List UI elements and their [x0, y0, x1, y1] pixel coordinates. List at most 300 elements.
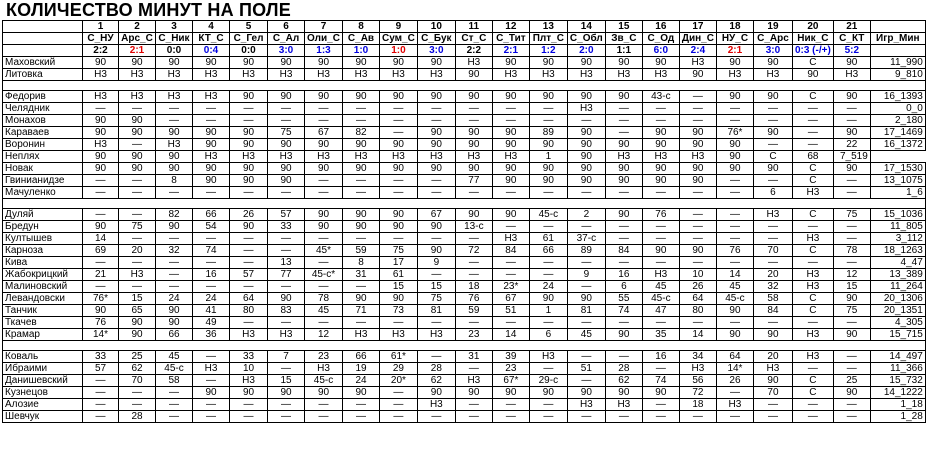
- minutes-cell: —: [230, 245, 268, 257]
- column-opponent: С_Обл: [567, 33, 605, 45]
- minutes-cell: —: [343, 233, 380, 245]
- minutes-cell: —: [792, 257, 833, 269]
- player-name: Бредун: [3, 221, 83, 233]
- minutes-cell: —: [567, 375, 605, 387]
- player-total: 11_990: [870, 57, 925, 69]
- minutes-cell: 10: [679, 269, 716, 281]
- header-corner-cell: [3, 21, 83, 33]
- minutes-cell: 45-с*: [305, 269, 343, 281]
- minutes-cell: Н3: [753, 363, 792, 375]
- minutes-cell: —: [193, 399, 230, 411]
- minutes-cell: 36: [193, 329, 230, 341]
- player-name: Монахов: [3, 115, 83, 127]
- minutes-cell: —: [529, 317, 567, 329]
- minutes-cell: —: [305, 257, 343, 269]
- player-name: Челядник: [3, 103, 83, 115]
- minutes-cell: 64: [679, 293, 716, 305]
- minutes-cell: 75: [380, 245, 418, 257]
- minutes-cell: —: [605, 411, 642, 423]
- minutes-cell: 15: [119, 293, 156, 305]
- minutes-cell: Н3: [230, 329, 268, 341]
- minutes-cell: —: [193, 375, 230, 387]
- minutes-cell: Н3: [83, 91, 119, 103]
- minutes-cell: 90: [83, 151, 119, 163]
- minutes-cell: 90: [119, 115, 156, 127]
- minutes-cell: 90: [833, 91, 870, 103]
- minutes-cell: 90: [753, 91, 792, 103]
- minutes-cell: Н3: [268, 151, 305, 163]
- minutes-cell: 90: [529, 139, 567, 151]
- minutes-cell: —: [380, 175, 418, 187]
- minutes-cell: 80: [679, 305, 716, 317]
- minutes-cell: 28: [605, 363, 642, 375]
- player-total: 18_1263: [870, 245, 925, 257]
- minutes-cell: —: [230, 317, 268, 329]
- column-number: 14: [567, 21, 605, 33]
- minutes-cell: —: [230, 103, 268, 115]
- minutes-cell: 90: [455, 91, 492, 103]
- minutes-cell: 90: [455, 139, 492, 151]
- minutes-cell: 90: [833, 163, 870, 175]
- header-number-row: [3, 21, 926, 33]
- player-name: Дуляй: [3, 209, 83, 221]
- minutes-cell: 15: [833, 281, 870, 293]
- minutes-cell: 90: [156, 151, 193, 163]
- player-total: 1_28: [870, 411, 925, 423]
- minutes-cell: —: [792, 399, 833, 411]
- minutes-cell: —: [83, 411, 119, 423]
- minutes-cell: —: [567, 317, 605, 329]
- minutes-cell: —: [642, 399, 679, 411]
- minutes-cell: 45-с: [156, 363, 193, 375]
- minutes-cell: 90: [716, 151, 753, 163]
- player-row: [3, 209, 926, 221]
- minutes-cell: 74: [605, 305, 642, 317]
- minutes-cell: Н3: [193, 363, 230, 375]
- column-score: 1:2: [529, 45, 567, 57]
- column-score: 6:0: [642, 45, 679, 57]
- minutes-cell: —: [455, 257, 492, 269]
- minutes-cell: —: [268, 115, 305, 127]
- minutes-cell: —: [642, 103, 679, 115]
- player-name: Жабокрицкий: [3, 269, 83, 281]
- minutes-cell: —: [119, 257, 156, 269]
- minutes-cell: 14: [679, 329, 716, 341]
- player-row: [3, 257, 926, 269]
- minutes-cell: 37-с: [567, 233, 605, 245]
- minutes-cell: 25: [119, 351, 156, 363]
- minutes-cell: —: [455, 187, 492, 199]
- minutes-cell: 90: [492, 387, 529, 399]
- column-number: 9: [380, 21, 418, 33]
- minutes-cell: —: [83, 399, 119, 411]
- minutes-cell: 45: [305, 305, 343, 317]
- minutes-cell: Н3: [642, 69, 679, 81]
- minutes-cell: Н3: [679, 57, 716, 69]
- minutes-cell: 90: [642, 139, 679, 151]
- minutes-cell: —: [753, 175, 792, 187]
- minutes-cell: 90: [83, 305, 119, 317]
- minutes-table: [2, 20, 926, 423]
- column-number: 13: [529, 21, 567, 33]
- player-name: Федорив: [3, 91, 83, 103]
- minutes-cell: —: [716, 209, 753, 221]
- minutes-cell: 33: [268, 221, 305, 233]
- minutes-cell: 90: [193, 387, 230, 399]
- minutes-cell: 90: [605, 387, 642, 399]
- minutes-cell: 90: [156, 305, 193, 317]
- minutes-cell: Н3: [343, 329, 380, 341]
- minutes-cell: —: [417, 269, 455, 281]
- minutes-cell: 90: [230, 387, 268, 399]
- minutes-cell: —: [567, 221, 605, 233]
- minutes-cell: 33: [230, 351, 268, 363]
- minutes-cell: —: [417, 233, 455, 245]
- minutes-cell: 18: [679, 399, 716, 411]
- minutes-cell: —: [417, 175, 455, 187]
- minutes-cell: —: [119, 103, 156, 115]
- minutes-cell: —: [119, 209, 156, 221]
- minutes-cell: —: [156, 269, 193, 281]
- minutes-cell: 1: [529, 151, 567, 163]
- player-total: 13_389: [870, 269, 925, 281]
- minutes-cell: —: [380, 127, 418, 139]
- minutes-cell: —: [833, 317, 870, 329]
- minutes-cell: 89: [567, 245, 605, 257]
- minutes-cell: —: [492, 399, 529, 411]
- minutes-cell: 90: [679, 127, 716, 139]
- minutes-cell: 61: [380, 269, 418, 281]
- minutes-cell: —: [455, 269, 492, 281]
- minutes-cell: Н3: [230, 151, 268, 163]
- minutes-cell: —: [230, 187, 268, 199]
- minutes-cell: 66: [529, 245, 567, 257]
- minutes-cell: 76: [642, 209, 679, 221]
- player-row: [3, 187, 926, 199]
- minutes-cell: 6: [753, 187, 792, 199]
- minutes-cell: —: [380, 103, 418, 115]
- minutes-cell: 90: [230, 163, 268, 175]
- minutes-cell: 90: [343, 209, 380, 221]
- minutes-cell: 90: [119, 151, 156, 163]
- player-total: 14_497: [870, 351, 925, 363]
- column-opponent: Ст_С: [455, 33, 492, 45]
- minutes-cell: 76*: [83, 293, 119, 305]
- column-score: 1:3: [305, 45, 343, 57]
- minutes-cell: —: [753, 103, 792, 115]
- minutes-cell: Н3: [380, 69, 418, 81]
- minutes-cell: —: [492, 187, 529, 199]
- player-name: Левандовски: [3, 293, 83, 305]
- minutes-cell: 90: [83, 221, 119, 233]
- minutes-cell: Н3: [567, 69, 605, 81]
- minutes-cell: 90: [119, 163, 156, 175]
- minutes-cell: 16: [605, 269, 642, 281]
- minutes-cell: —: [305, 187, 343, 199]
- player-total: 17_1530: [870, 163, 925, 175]
- minutes-cell: —: [605, 127, 642, 139]
- minutes-cell: —: [230, 411, 268, 423]
- minutes-cell: —: [156, 399, 193, 411]
- minutes-cell: —: [529, 269, 567, 281]
- minutes-cell: —: [716, 387, 753, 399]
- minutes-cell: 90: [642, 163, 679, 175]
- minutes-cell: 90: [193, 57, 230, 69]
- minutes-cell: Н3: [455, 57, 492, 69]
- minutes-cell: —: [833, 363, 870, 375]
- minutes-cell: —: [679, 187, 716, 199]
- player-total: 9_810: [870, 69, 925, 81]
- column-number: 15: [605, 21, 642, 33]
- minutes-cell: —: [492, 115, 529, 127]
- minutes-cell: Н3: [753, 209, 792, 221]
- minutes-cell: 90: [268, 387, 305, 399]
- minutes-cell: —: [230, 281, 268, 293]
- player-row: [3, 127, 926, 139]
- minutes-cell: —: [343, 317, 380, 329]
- minutes-cell: 24: [343, 375, 380, 387]
- minutes-cell: 74: [193, 245, 230, 257]
- minutes-cell: 90: [343, 163, 380, 175]
- minutes-cell: —: [642, 233, 679, 245]
- minutes-cell: 90: [833, 387, 870, 399]
- minutes-cell: —: [268, 187, 305, 199]
- minutes-cell: 90: [83, 127, 119, 139]
- column-opponent: С_Тит: [492, 33, 529, 45]
- column-number: 20: [792, 21, 833, 33]
- minutes-cell: 90: [753, 375, 792, 387]
- player-name: Ибраими: [3, 363, 83, 375]
- minutes-cell: 26: [679, 281, 716, 293]
- minutes-cell: —: [492, 221, 529, 233]
- minutes-cell: —: [193, 281, 230, 293]
- minutes-cell: 90: [716, 139, 753, 151]
- column-opponent: Оли_С: [305, 33, 343, 45]
- minutes-cell: —: [343, 187, 380, 199]
- minutes-cell: —: [119, 139, 156, 151]
- minutes-cell: —: [679, 317, 716, 329]
- minutes-cell: 64: [716, 351, 753, 363]
- player-name: Воронин: [3, 139, 83, 151]
- minutes-cell: —: [492, 317, 529, 329]
- minutes-cell: 90: [567, 151, 605, 163]
- minutes-cell: 90: [567, 293, 605, 305]
- minutes-cell: 29: [380, 363, 418, 375]
- player-total: 11_366: [870, 363, 925, 375]
- minutes-cell: —: [567, 257, 605, 269]
- minutes-cell: 90: [156, 163, 193, 175]
- minutes-cell: 81: [417, 305, 455, 317]
- minutes-cell: 8: [343, 257, 380, 269]
- minutes-cell: —: [605, 233, 642, 245]
- minutes-cell: 90: [268, 175, 305, 187]
- player-row: [3, 245, 926, 257]
- minutes-cell: —: [567, 115, 605, 127]
- column-opponent: Ник_С: [792, 33, 833, 45]
- minutes-cell: 26: [230, 209, 268, 221]
- minutes-cell: 90: [716, 163, 753, 175]
- minutes-cell: 72: [679, 387, 716, 399]
- column-score: 3:0: [753, 45, 792, 57]
- column-number: 19: [753, 21, 792, 33]
- minutes-cell: 90: [492, 91, 529, 103]
- minutes-cell: 57: [268, 209, 305, 221]
- minutes-cell: 15: [268, 375, 305, 387]
- minutes-cell: 90: [753, 163, 792, 175]
- minutes-cell: —: [230, 115, 268, 127]
- minutes-cell: —: [605, 187, 642, 199]
- minutes-cell: —: [193, 351, 230, 363]
- minutes-cell: 90: [716, 57, 753, 69]
- minutes-cell: —: [679, 257, 716, 269]
- column-score: 1:0: [380, 45, 418, 57]
- minutes-cell: —: [156, 187, 193, 199]
- minutes-cell: Н3: [642, 269, 679, 281]
- minutes-cell: 90: [642, 245, 679, 257]
- header-total-blank: [870, 45, 925, 57]
- minutes-cell: 90: [380, 91, 418, 103]
- minutes-cell: —: [83, 281, 119, 293]
- minutes-cell: Н3: [792, 281, 833, 293]
- minutes-cell: Н3: [119, 91, 156, 103]
- minutes-cell: —: [268, 245, 305, 257]
- minutes-cell: 23: [492, 363, 529, 375]
- minutes-cell: 90: [679, 139, 716, 151]
- minutes-cell: 41: [193, 305, 230, 317]
- minutes-cell: 90: [567, 57, 605, 69]
- minutes-cell: 59: [343, 245, 380, 257]
- minutes-cell: 90: [833, 57, 870, 69]
- player-total: 7_519: [833, 151, 870, 163]
- minutes-cell: —: [605, 317, 642, 329]
- minutes-cell: —: [305, 115, 343, 127]
- player-total: 2_180: [870, 115, 925, 127]
- minutes-cell: —: [343, 411, 380, 423]
- minutes-cell: —: [833, 411, 870, 423]
- minutes-cell: 15: [417, 281, 455, 293]
- minutes-cell: 90: [343, 57, 380, 69]
- minutes-cell: —: [193, 103, 230, 115]
- minutes-cell: —: [792, 139, 833, 151]
- minutes-cell: 45-с: [305, 375, 343, 387]
- minutes-cell: 76: [455, 293, 492, 305]
- minutes-cell: 57: [230, 269, 268, 281]
- minutes-cell: 90: [679, 175, 716, 187]
- minutes-cell: 20*: [380, 375, 418, 387]
- minutes-cell: 90: [119, 329, 156, 341]
- minutes-cell: 90: [83, 115, 119, 127]
- minutes-cell: 90: [230, 139, 268, 151]
- player-total: 15_732: [870, 375, 925, 387]
- minutes-cell: 62: [605, 375, 642, 387]
- minutes-cell: 23: [305, 351, 343, 363]
- player-total: 15_715: [870, 329, 925, 341]
- minutes-cell: 84: [753, 305, 792, 317]
- minutes-cell: 90: [833, 329, 870, 341]
- column-score: 2:1: [492, 45, 529, 57]
- minutes-cell: —: [792, 221, 833, 233]
- minutes-cell: —: [380, 317, 418, 329]
- column-total-header: Игр_Мин: [870, 33, 925, 45]
- minutes-cell: 89: [529, 127, 567, 139]
- minutes-cell: 90: [455, 209, 492, 221]
- minutes-cell: 90: [605, 175, 642, 187]
- minutes-cell: —: [268, 233, 305, 245]
- column-number: 12: [492, 21, 529, 33]
- minutes-cell: 62: [119, 363, 156, 375]
- minutes-cell: 19: [343, 363, 380, 375]
- minutes-cell: 90: [492, 175, 529, 187]
- minutes-cell: 90: [529, 293, 567, 305]
- minutes-cell: 29-с: [529, 375, 567, 387]
- player-total: 14_1222: [870, 387, 925, 399]
- column-score: 3:0: [417, 45, 455, 57]
- minutes-cell: Н3: [716, 399, 753, 411]
- minutes-cell: —: [455, 411, 492, 423]
- minutes-cell: 90: [230, 221, 268, 233]
- minutes-cell: 32: [156, 245, 193, 257]
- minutes-cell: 90: [833, 127, 870, 139]
- minutes-cell: —: [753, 221, 792, 233]
- minutes-cell: —: [417, 351, 455, 363]
- minutes-cell: 20: [753, 351, 792, 363]
- minutes-cell: 71: [343, 305, 380, 317]
- player-row: [3, 175, 926, 187]
- minutes-cell: 90: [380, 139, 418, 151]
- minutes-cell: Н3: [753, 69, 792, 81]
- minutes-cell: 90: [642, 57, 679, 69]
- minutes-cell: 90: [455, 387, 492, 399]
- minutes-cell: Н3: [455, 375, 492, 387]
- minutes-cell: 90: [642, 127, 679, 139]
- column-score: 2:1: [716, 45, 753, 57]
- player-name: Гвинианидзе: [3, 175, 83, 187]
- minutes-cell: 90: [119, 57, 156, 69]
- minutes-cell: Н3: [343, 151, 380, 163]
- minutes-cell: 55: [605, 293, 642, 305]
- minutes-cell: —: [716, 233, 753, 245]
- player-total: 16_1393: [870, 91, 925, 103]
- minutes-cell: —: [305, 103, 343, 115]
- minutes-cell: 75: [833, 305, 870, 317]
- minutes-cell: 90: [567, 163, 605, 175]
- minutes-cell: —: [230, 257, 268, 269]
- minutes-cell: —: [380, 399, 418, 411]
- minutes-cell: —: [833, 115, 870, 127]
- minutes-cell: —: [156, 257, 193, 269]
- minutes-cell: Н3: [305, 363, 343, 375]
- column-opponent: Сум_С: [380, 33, 418, 45]
- minutes-cell: —: [492, 411, 529, 423]
- minutes-cell: —: [605, 103, 642, 115]
- player-name: Маховский: [3, 57, 83, 69]
- minutes-cell: —: [83, 209, 119, 221]
- minutes-cell: 90: [716, 329, 753, 341]
- player-total: 20_1306: [870, 293, 925, 305]
- column-score: 2:2: [455, 45, 492, 57]
- player-total: 0_0: [870, 103, 925, 115]
- minutes-cell: 90: [417, 387, 455, 399]
- minutes-cell: 14: [716, 269, 753, 281]
- minutes-cell: 90: [156, 317, 193, 329]
- minutes-cell: —: [642, 221, 679, 233]
- minutes-cell: 90: [268, 293, 305, 305]
- minutes-cell: 90: [567, 139, 605, 151]
- minutes-cell: 61: [529, 233, 567, 245]
- minutes-cell: —: [567, 351, 605, 363]
- minutes-cell: —: [642, 411, 679, 423]
- minutes-cell: 90: [417, 245, 455, 257]
